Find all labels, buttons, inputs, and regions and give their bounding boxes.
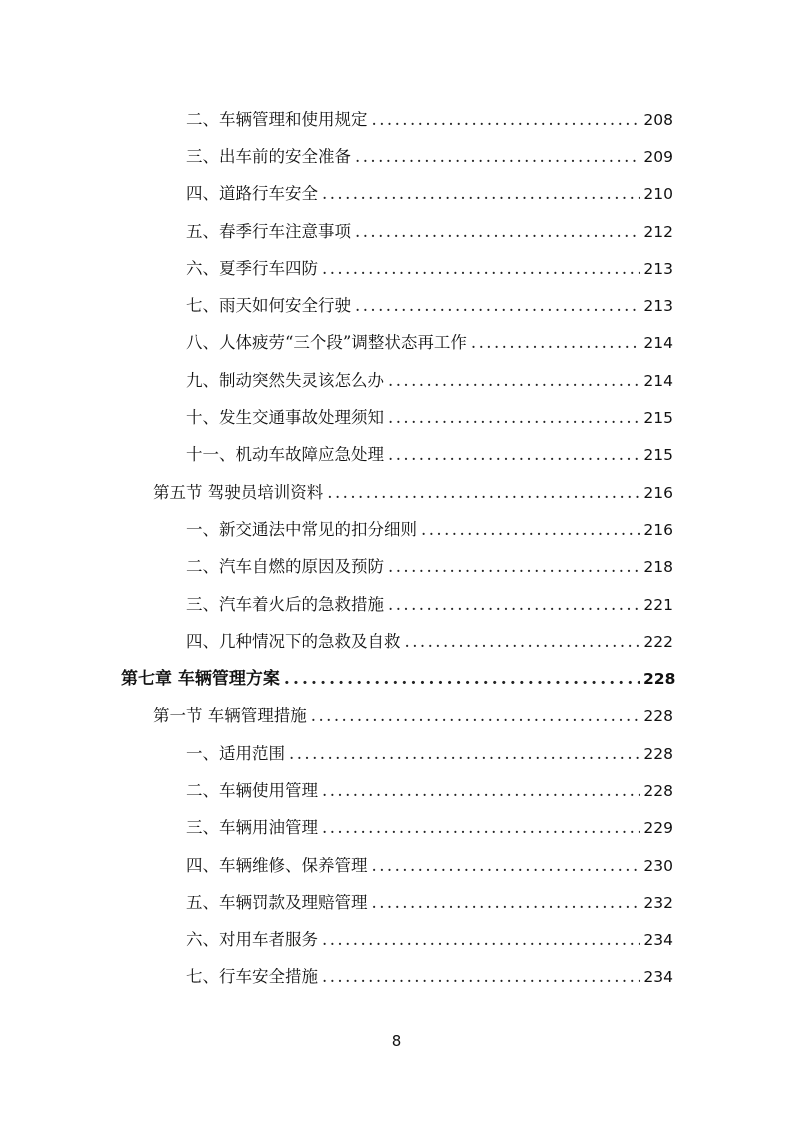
toc-entry-page: 212: [643, 222, 673, 241]
toc-entry[interactable]: [0, 549, 673, 586]
toc-entry-title: 三、车辆用油管理: [186, 818, 318, 838]
toc-entry-page: 229: [643, 819, 673, 838]
dot-leader: [322, 930, 640, 950]
toc-entry-page: 218: [643, 558, 673, 577]
toc-entry-page: 228: [643, 744, 673, 763]
dot-leader: [388, 557, 640, 577]
toc-entry-title: 二、汽车自燃的原因及预防: [186, 557, 384, 577]
toc-entry[interactable]: [0, 287, 673, 324]
toc-entry[interactable]: [0, 922, 673, 959]
dot-leader: [284, 669, 640, 689]
toc-entry-title: 三、汽车着火后的急救措施: [186, 594, 384, 614]
toc-entry[interactable]: [0, 213, 673, 250]
toc-entry-page: 234: [643, 968, 673, 987]
dot-leader: [355, 222, 640, 242]
toc-entry-page: 214: [643, 334, 673, 353]
toc-entry-page: 216: [643, 520, 673, 539]
toc-entry-page: 210: [643, 185, 673, 204]
dot-leader: [322, 259, 640, 279]
toc-entry[interactable]: [0, 884, 673, 921]
toc-entry-title: 十一、机动车故障应急处理: [186, 445, 384, 465]
dot-leader: [372, 893, 641, 913]
toc-entry-title: 四、几种情况下的急救及自救: [186, 631, 401, 651]
dot-leader: [289, 744, 640, 764]
toc-entry-title: 四、车辆维修、保养管理: [186, 855, 368, 875]
toc-entry-page: 209: [643, 147, 673, 166]
toc-entry-page: 208: [643, 110, 673, 129]
dot-leader: [322, 184, 640, 204]
toc-entry-page: 213: [643, 259, 673, 278]
toc-entry-title: 三、出车前的安全准备: [186, 146, 351, 166]
toc-entry[interactable]: [0, 511, 673, 548]
toc-entry-page: 214: [643, 371, 673, 390]
toc-entry-title: 六、夏季行车四防: [186, 258, 318, 278]
dot-leader: [388, 445, 640, 465]
dot-leader: [421, 520, 640, 540]
toc-entry-page: 228: [643, 670, 676, 689]
toc-chapter-entry[interactable]: [0, 660, 676, 697]
toc-entry[interactable]: [0, 250, 673, 287]
dot-leader: [388, 408, 640, 428]
toc-entry-title: 七、行车安全措施: [186, 967, 318, 987]
dot-leader: [372, 856, 641, 876]
dot-leader: [322, 818, 640, 838]
toc-entry[interactable]: [0, 959, 673, 996]
toc-entry-title: 一、新交通法中常见的扣分细则: [186, 519, 417, 539]
toc-entry[interactable]: [0, 586, 673, 623]
dot-leader: [327, 483, 640, 503]
toc-entry[interactable]: [0, 176, 673, 213]
toc-entry-title: 四、道路行车安全: [186, 184, 318, 204]
toc-entry[interactable]: [0, 437, 673, 474]
toc-entry[interactable]: [0, 772, 673, 809]
page-number: 8: [391, 1032, 402, 1050]
toc-entry-page: 215: [643, 409, 673, 428]
toc-entry-title: 二、车辆管理和使用规定: [186, 109, 368, 129]
dot-leader: [405, 632, 641, 652]
toc-entry[interactable]: [0, 810, 673, 847]
toc-entry[interactable]: [0, 138, 673, 175]
dot-leader: [372, 110, 641, 130]
toc-entry-page: 221: [643, 595, 673, 614]
dot-leader: [388, 371, 640, 391]
toc-entry[interactable]: [0, 623, 673, 660]
toc-entry-page: 228: [643, 781, 673, 800]
dot-leader: [311, 706, 640, 726]
toc-entry-page: 228: [643, 707, 673, 726]
toc-entry-title: 九、制动突然失灵该怎么办: [186, 370, 384, 390]
toc-entry-title: 五、春季行车注意事项: [186, 221, 351, 241]
toc-entry-title: 七、雨天如何安全行驶: [186, 296, 351, 316]
toc-entry-title: 二、车辆使用管理: [186, 780, 318, 800]
dot-leader: [471, 333, 640, 353]
toc-entry[interactable]: [0, 847, 673, 884]
toc-entry[interactable]: [0, 399, 673, 436]
toc-entry-title: 六、对用车者服务: [186, 930, 318, 950]
toc-entry-page: 234: [643, 931, 673, 950]
toc-entry[interactable]: [0, 735, 673, 772]
toc-entry-page: 216: [643, 483, 673, 502]
dot-leader: [388, 595, 640, 615]
dot-leader: [322, 781, 640, 801]
toc-entry-title: 第七章 车辆管理方案: [121, 669, 280, 690]
toc-entry[interactable]: [0, 325, 673, 362]
toc-entry-title: 一、适用范围: [186, 743, 285, 763]
dot-leader: [355, 147, 640, 167]
table-of-contents: [0, 101, 793, 996]
toc-entry-page: 213: [643, 297, 673, 316]
toc-section-entry[interactable]: [0, 474, 673, 511]
toc-entry-title: 第一节 车辆管理措施: [153, 706, 307, 726]
dot-leader: [355, 296, 640, 316]
toc-entry[interactable]: [0, 101, 673, 138]
toc-entry-title: 五、车辆罚款及理赔管理: [186, 892, 368, 912]
toc-entry-page: 215: [643, 446, 673, 465]
toc-entry-title: 第五节 驾驶员培训资料: [153, 482, 324, 502]
toc-entry-page: 230: [643, 856, 673, 875]
dot-leader: [322, 967, 640, 987]
toc-entry-title: 八、人体疲劳“三个段”调整状态再工作: [186, 333, 467, 353]
toc-entry-page: 232: [643, 893, 673, 912]
toc-entry[interactable]: [0, 362, 673, 399]
toc-entry-page: 222: [643, 632, 673, 651]
toc-entry-title: 十、发生交通事故处理须知: [186, 408, 384, 428]
toc-section-entry[interactable]: [0, 698, 673, 735]
